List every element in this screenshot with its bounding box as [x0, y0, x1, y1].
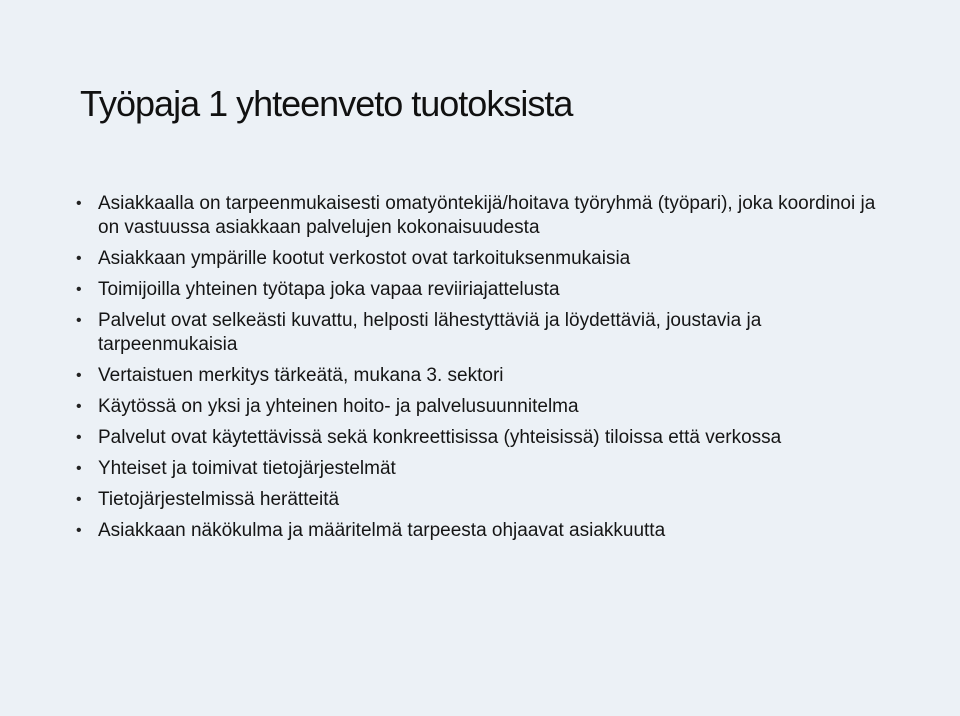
bullet-item-5: [70, 364, 890, 388]
bullet-text: Asiakkaan näkökulma ja määritelmä tarpeesta ohjaavat asiakkuutta: [98, 520, 666, 541]
slide-title: Työpaja 1 yhteenveto tuotoksista: [80, 83, 573, 124]
bullet-item-6: [70, 395, 890, 419]
bullet-point-icon: •: [76, 195, 82, 212]
bullet-text: Toimijoilla yhteinen työtapa joka vapaa reviiriajattelusta: [98, 279, 560, 300]
bullet-item-10: [70, 519, 890, 543]
bullet-text: Asiakkaalla on tarpeenmukaisesti omatyöntekijä/hoitava työryhmä (työpari), joka koordinoi ja on vastuussa asiakkaan palvelujen kokonaisuudesta: [98, 193, 876, 238]
bullet-item-4: [70, 309, 890, 357]
bullet-point-icon: •: [76, 460, 82, 477]
bullet-item-3: [70, 278, 890, 302]
bullet-text: Asiakkaan ympärille kootut verkostot ovat tarkoituksenmukaisia: [98, 248, 631, 269]
bullet-text: Yhteiset ja toimivat tietojärjestelmät: [98, 458, 396, 479]
bullet-item-7: [70, 426, 890, 450]
bullet-text: Palvelut ovat käytettävissä sekä konkreettisissa (yhteisissä) tiloissa että verkossa: [98, 427, 782, 448]
bullet-item-9: [70, 488, 890, 512]
bullet-text: Käytössä on yksi ja yhteinen hoito- ja palvelusuunnitelma: [98, 396, 579, 417]
bullet-point-icon: •: [76, 491, 82, 508]
bullet-point-icon: •: [76, 312, 82, 329]
bullet-item-1: [70, 192, 890, 240]
bullet-point-icon: •: [76, 398, 82, 415]
bullet-text: Palvelut ovat selkeästi kuvattu, helposti lähestyttäviä ja löydettäviä, joustavia ja tarpeenmukaisia: [98, 310, 762, 355]
bullet-text: Tietojärjestelmissä herätteitä: [98, 489, 340, 510]
bullet-item-8: [70, 457, 890, 481]
bullet-point-icon: •: [76, 429, 82, 446]
bullet-text: Vertaistuen merkitys tärkeätä, mukana 3. sektori: [98, 365, 504, 386]
bullet-point-icon: •: [76, 522, 82, 539]
bullet-point-icon: •: [76, 281, 82, 298]
bullet-point-icon: •: [76, 250, 82, 267]
bullet-point-icon: •: [76, 367, 82, 384]
bullet-item-2: [70, 247, 890, 271]
bullet-list: [70, 192, 890, 550]
